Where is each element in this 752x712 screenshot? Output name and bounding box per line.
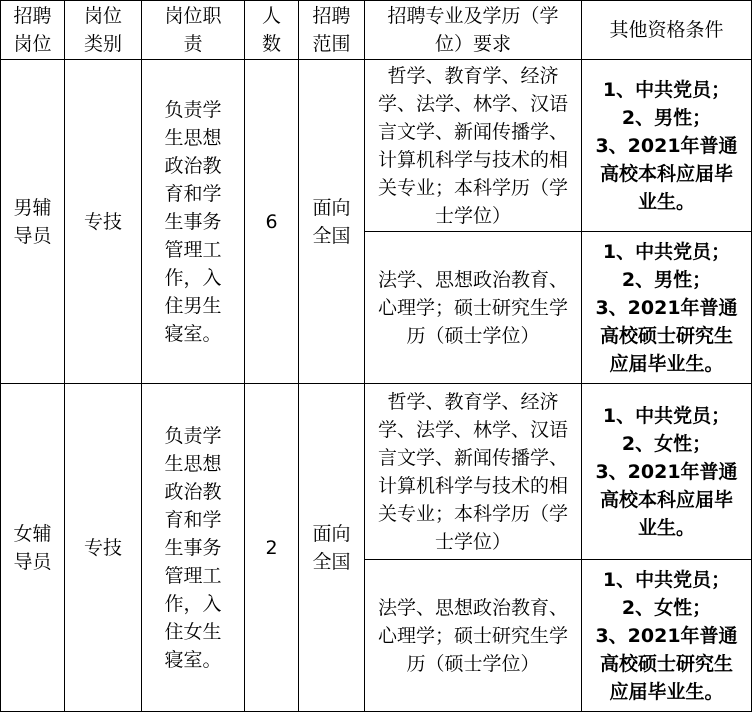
header-row [1, 1, 752, 60]
post-name-cell: 女辅 导员 [1, 384, 65, 712]
major-education-cell: 法学、思想政治教育、 心理学；硕士研究生学 历（硕士学位） [365, 232, 582, 384]
header-scope: 招聘 范围 [299, 1, 365, 60]
post-category-cell: 专技 [65, 384, 142, 712]
scope-cell: 面向 全国 [299, 60, 365, 384]
other-conditions-cell: 1、中共党员； 2、男性； 3、2021年普通 高校本科应届毕 业生。 [582, 60, 752, 232]
headcount-cell: 6 [245, 60, 299, 384]
other-conditions-cell: 1、中共党员； 2、女性； 3、2021年普通 高校本科应届毕 业生。 [582, 384, 752, 560]
post-name-cell: 男辅 导员 [1, 60, 65, 384]
header-post: 招聘 岗位 [1, 1, 65, 60]
header-duty: 岗位职 责 [142, 1, 245, 60]
post-duty-cell: 负责学 生思想 政治教 育和学 生事务 管理工 作，入 住男生 寝室。 [142, 60, 245, 384]
major-education-cell: 哲学、教育学、经济 学、法学、林学、汉语 言文学、新闻传播学、 计算机科学与技术的相 关专业；本科学历（学 士学位） [365, 60, 582, 232]
header-count: 人 数 [245, 1, 299, 60]
scope-cell: 面向 全国 [299, 384, 365, 712]
post-category-cell: 专技 [65, 60, 142, 384]
other-conditions-cell: 1、中共党员； 2、男性； 3、2021年普通 高校硕士研究生 应届毕业生。 [582, 232, 752, 384]
major-education-cell: 法学、思想政治教育、 心理学；硕士研究生学 历（硕士学位） [365, 560, 582, 712]
table-row [1, 384, 752, 560]
post-duty-cell: 负责学 生思想 政治教 育和学 生事务 管理工 作，入 住女生 寝室。 [142, 384, 245, 712]
major-education-cell: 哲学、教育学、经济 学、法学、林学、汉语 言文学、新闻传播学、 计算机科学与技术的相 关专业；本科学历（学 士学位） [365, 384, 582, 560]
header-category: 岗位 类别 [65, 1, 142, 60]
headcount-cell: 2 [245, 384, 299, 712]
header-other-conditions: 其他资格条件 [582, 1, 752, 60]
table-row [1, 60, 752, 232]
header-major-education: 招聘专业及学历（学 位）要求 [365, 1, 582, 60]
other-conditions-cell: 1、中共党员； 2、女性； 3、2021年普通 高校硕士研究生 应届毕业生。 [582, 560, 752, 712]
